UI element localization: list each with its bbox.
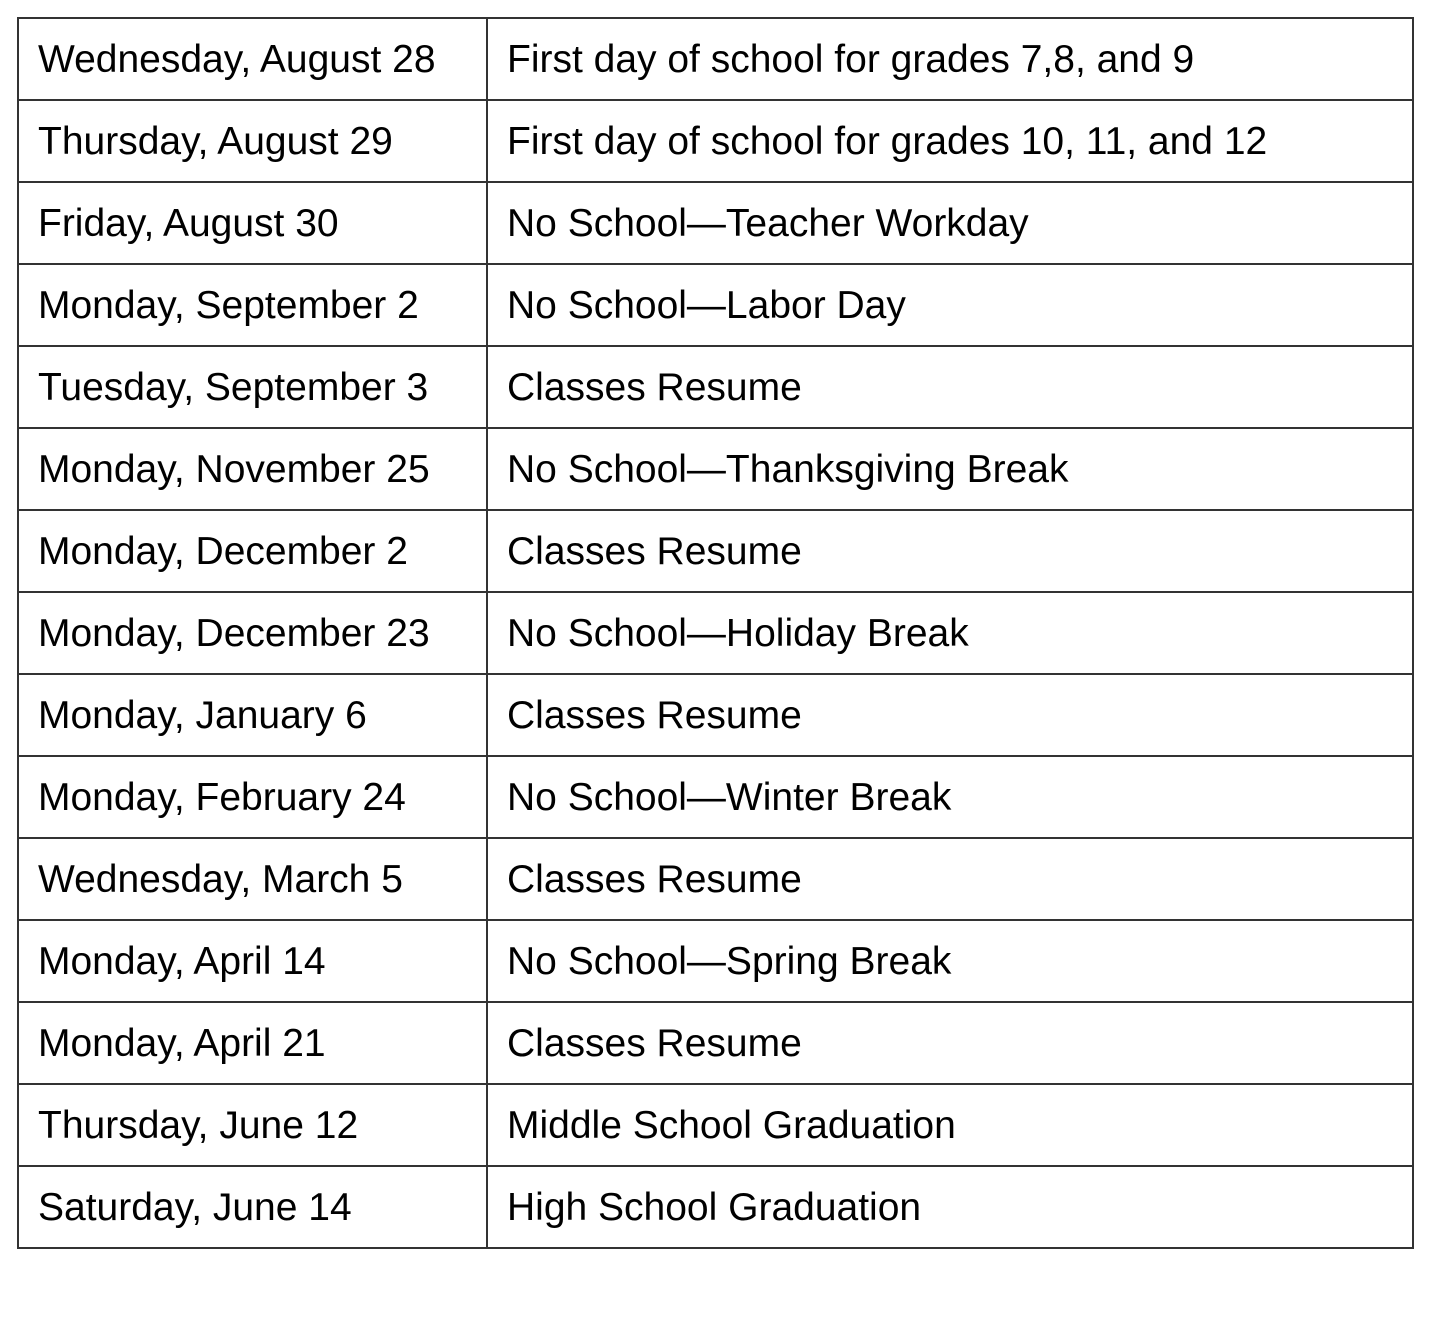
event-cell: Classes Resume xyxy=(487,1002,1413,1084)
event-cell: Classes Resume xyxy=(487,674,1413,756)
table-row xyxy=(18,756,1413,838)
date-cell: Monday, January 6 xyxy=(18,674,487,756)
table-row xyxy=(18,1084,1413,1166)
table-row xyxy=(18,182,1413,264)
table-row xyxy=(18,346,1413,428)
date-cell: Monday, November 25 xyxy=(18,428,487,510)
table-row xyxy=(18,428,1413,510)
event-cell: Middle School Graduation xyxy=(487,1084,1413,1166)
event-cell: First day of school for grades 7,8, and 9 xyxy=(487,18,1413,100)
event-cell: No School—Labor Day xyxy=(487,264,1413,346)
event-cell: Classes Resume xyxy=(487,346,1413,428)
date-cell: Monday, April 21 xyxy=(18,1002,487,1084)
event-cell: No School—Teacher Workday xyxy=(487,182,1413,264)
date-cell: Wednesday, March 5 xyxy=(18,838,487,920)
date-cell: Tuesday, September 3 xyxy=(18,346,487,428)
table-row xyxy=(18,264,1413,346)
table-row xyxy=(18,920,1413,1002)
table-row xyxy=(18,18,1413,100)
event-cell: No School—Winter Break xyxy=(487,756,1413,838)
event-cell: No School—Holiday Break xyxy=(487,592,1413,674)
date-cell: Saturday, June 14 xyxy=(18,1166,487,1248)
date-cell: Monday, December 2 xyxy=(18,510,487,592)
event-cell: Classes Resume xyxy=(487,510,1413,592)
table-row xyxy=(18,1002,1413,1084)
date-cell: Thursday, June 12 xyxy=(18,1084,487,1166)
event-cell: Classes Resume xyxy=(487,838,1413,920)
event-cell: No School—Spring Break xyxy=(487,920,1413,1002)
event-cell: High School Graduation xyxy=(487,1166,1413,1248)
table-row xyxy=(18,510,1413,592)
date-cell: Monday, February 24 xyxy=(18,756,487,838)
table-row xyxy=(18,1166,1413,1248)
table-row xyxy=(18,592,1413,674)
date-cell: Monday, September 2 xyxy=(18,264,487,346)
school-calendar-body xyxy=(18,18,1413,1248)
date-cell: Wednesday, August 28 xyxy=(18,18,487,100)
table-row xyxy=(18,674,1413,756)
event-cell: No School—Thanksgiving Break xyxy=(487,428,1413,510)
date-cell: Monday, April 14 xyxy=(18,920,487,1002)
school-calendar-table xyxy=(17,17,1414,1249)
table-row xyxy=(18,100,1413,182)
date-cell: Friday, August 30 xyxy=(18,182,487,264)
date-cell: Thursday, August 29 xyxy=(18,100,487,182)
table-row xyxy=(18,838,1413,920)
event-cell: First day of school for grades 10, 11, and 12 xyxy=(487,100,1413,182)
date-cell: Monday, December 23 xyxy=(18,592,487,674)
